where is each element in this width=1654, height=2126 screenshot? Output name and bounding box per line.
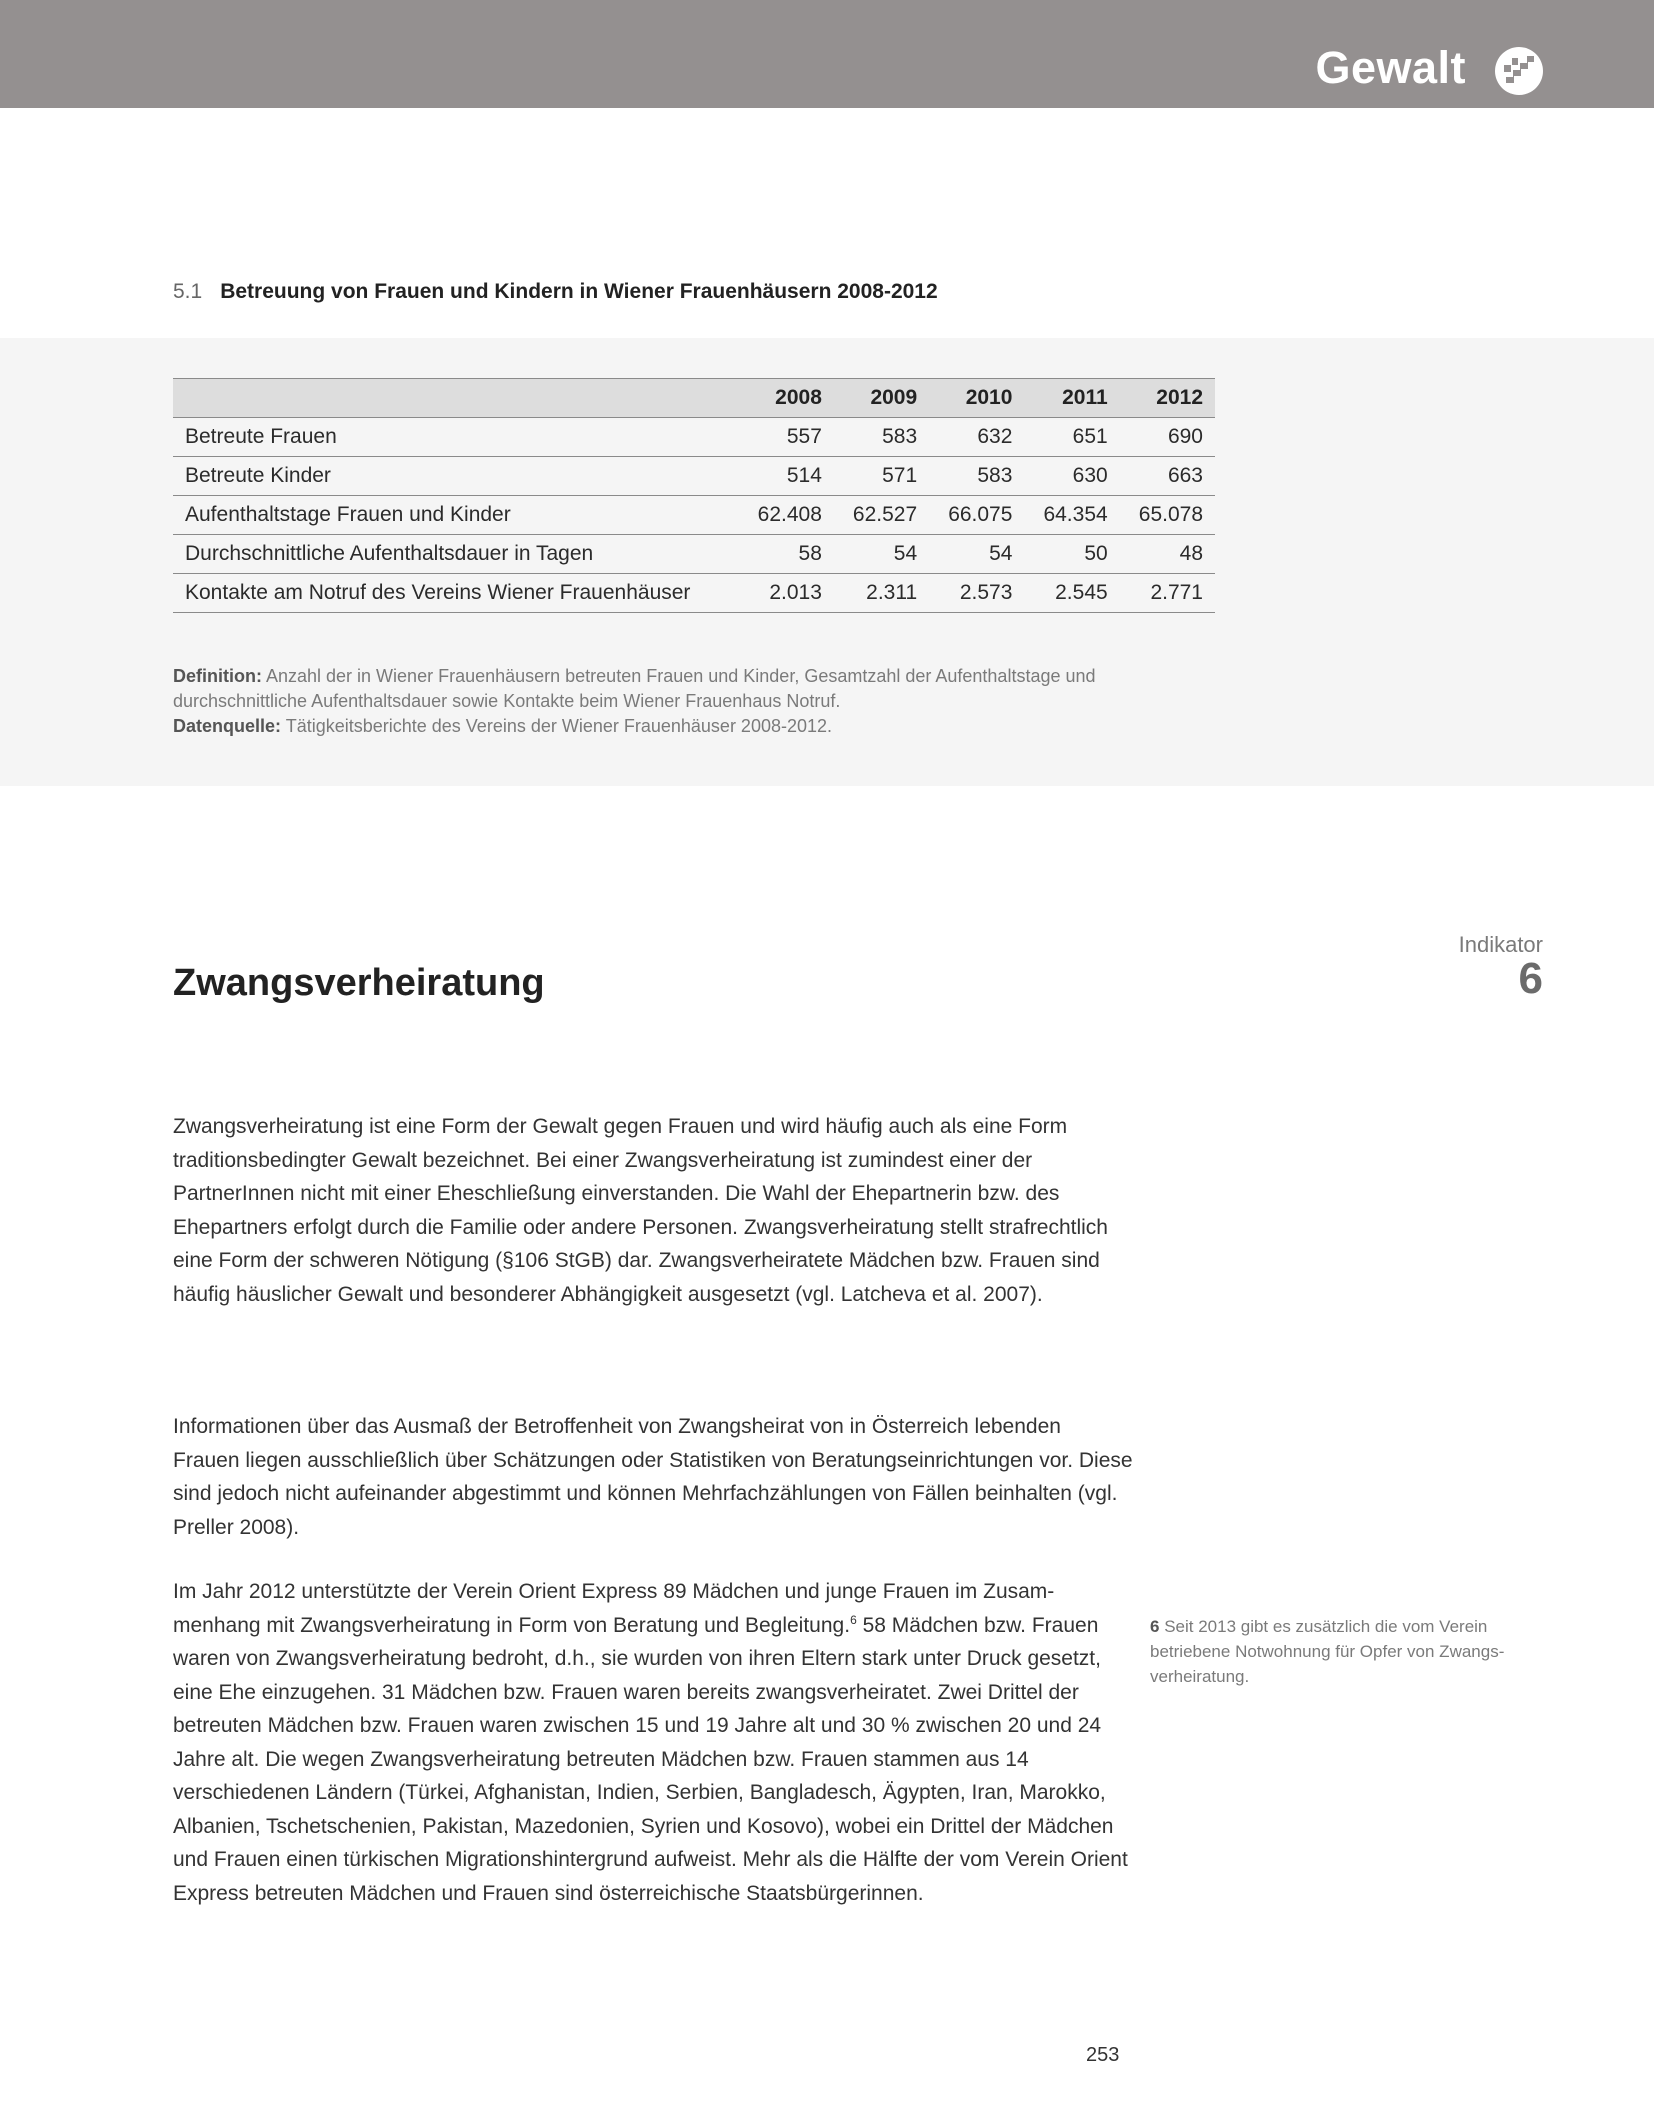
table-cell: 58 [739, 535, 834, 574]
header-title: Gewalt [1315, 42, 1466, 93]
row-label: Durchschnittliche Aufenthaltsdauer in Tagen [173, 535, 739, 574]
footnote [1150, 1614, 1530, 1689]
table-header-label [173, 379, 739, 418]
table-cell: 663 [1120, 457, 1215, 496]
definition-note [173, 664, 1133, 714]
body-paragraph: Zwangsverheiratung ist eine Form der Gewalt gegen Frauen und wird häufig auch als eine Form traditionsbedingter Gewalt bezeichnet. Bei einer Zwangsverheiratung ist zumindest einer der PartnerInnen nicht mit einer Eheschließung einverstanden. Die Wahl der Ehepartnerin bzw. des Ehepartners erfolgt durch die Familie oder andere Personen. Zwangsverheiratung stellt strafrechtlich eine Form der schweren Nötigung (§106 StGB) dar. Zwangsverheiratete Mädchen bzw. Frauen sind häufig häuslicher Gewalt und besonderer Abhängigkeit ausgesetzt (vgl. Latcheva et al. 2007). [173, 1115, 1108, 1306]
table-number: 5.1 [173, 280, 203, 303]
table-cell: 632 [929, 418, 1024, 457]
source-label: Datenquelle: [173, 716, 282, 736]
table-cell: 557 [739, 418, 834, 457]
stairs-logo-icon [1494, 46, 1544, 96]
row-label: Kontakte am Notruf des Vereins Wiener Frauenhäuser [173, 574, 739, 613]
header-bar [0, 0, 1654, 108]
source-note [173, 714, 1133, 739]
table-cell: 65.078 [1120, 496, 1215, 535]
table-cell: 48 [1120, 535, 1215, 574]
table-panel [0, 338, 1654, 786]
section-title: Zwangsverheiratung [173, 962, 545, 1004]
column-header: 2010 [929, 379, 1024, 418]
table-row [173, 418, 1215, 457]
table-cell: 583 [834, 418, 929, 457]
table-notes [173, 664, 1133, 739]
table-cell: 2.013 [739, 574, 834, 613]
table-header-row [173, 379, 1215, 418]
footnote-reference: 6 [850, 1612, 857, 1627]
table-cell: 583 [929, 457, 1024, 496]
row-label: Aufenthaltstage Frauen und Kinder [173, 496, 739, 535]
column-header: 2011 [1024, 379, 1119, 418]
table-row [173, 574, 1215, 613]
column-header: 2012 [1120, 379, 1215, 418]
table-cell: 62.527 [834, 496, 929, 535]
body-paragraph [173, 1575, 1133, 1910]
table-cell: 62.408 [739, 496, 834, 535]
table-row [173, 535, 1215, 574]
table-cell: 2.545 [1024, 574, 1119, 613]
table-cell: 651 [1024, 418, 1119, 457]
table-cell: 64.354 [1024, 496, 1119, 535]
table-title: Betreuung von Frauen und Kindern in Wiener Frauenhäusern 2008-2012 [220, 280, 938, 303]
paragraph-text: 58 Mädchen bzw. Frauen waren von Zwangsverheiratung bedroht, d.h., sie wurden von ihren Eltern stark unter Druck gesetzt, eine Ehe einzugehen. 31 Mädchen bzw. Frauen waren bereits zwangsverheiratet. Zwei Drittel der betreuten Mädchen bzw. Frauen waren zwischen 15 und 19 Jahre alt und 30 % zwischen 20 und 24 Jahre alt. Die wegen Zwangsverheiratung betreuten Mädchen bzw. Frauen stammen aus 14 verschiedenen Ländern (Türkei, Afghanistan, Indien, Serbien, Bangladesch, Ägypten, Iran, Marokko, Albanien, Tschetschenien, Pakistan, Mazedonien, Syrien und Kosovo), wobei ein Drittel der Mädchen und Frauen einen türkischen Migrationshintergrund aufweist. Mehr als die Hälfte der vom Verein Orient Express betreuten Mädchen und Frauen sind österreichische Staatsbürgerinnen. [173, 1613, 1128, 1905]
table-cell: 50 [1024, 535, 1119, 574]
column-header: 2009 [834, 379, 929, 418]
statistics-table [173, 378, 1215, 613]
table-row [173, 496, 1215, 535]
table-cell: 630 [1024, 457, 1119, 496]
indicator-number: 6 [1518, 954, 1543, 1003]
table-cell: 2.573 [929, 574, 1024, 613]
page-number: 253 [1086, 2044, 1120, 2066]
definition-label: Definition: [173, 666, 262, 686]
source-text: Tätigkeitsberichte des Vereins der Wiener Frauenhäuser 2008-2012. [281, 716, 833, 736]
table-cell: 690 [1120, 418, 1215, 457]
table-caption [173, 278, 938, 306]
footnote-number: 6 [1150, 1617, 1160, 1636]
paragraph-text: Im Jahr 2012 unterstützte der Verein Orient Express 89 Mädchen und junge Frauen im Zusammenhang mit Zwangsverheiratung in Form von Beratung und Begleitung. [173, 1580, 1055, 1637]
table-cell: 54 [929, 535, 1024, 574]
table-cell: 66.075 [929, 496, 1024, 535]
table-cell: 514 [739, 457, 834, 496]
row-label: Betreute Frauen [173, 418, 739, 457]
definition-text: Anzahl der in Wiener Frauenhäusern betreuten Frauen und Kinder, Gesamtzahl der Aufenthaltstage und durchschnittliche Aufenthaltsdauer sowie Kontakte beim Wiener Frauenhaus Notruf. [173, 666, 1096, 711]
row-label: Betreute Kinder [173, 457, 739, 496]
indicator-label: Indikator [1458, 932, 1543, 957]
table-cell: 571 [834, 457, 929, 496]
table-cell: 2.311 [834, 574, 929, 613]
table-row [173, 457, 1215, 496]
body-paragraph: Informationen über das Ausmaß der Betroffenheit von Zwangsheirat von in Österreich lebenden Frauen liegen ausschließlich über Schätzungen oder Statistiken von Beratungseinrichtungen vor. Diese sind jedoch nicht aufeinander abgestimmt und können Mehrfachzählungen von Fällen beinhalten (vgl. Preller 2008). [173, 1415, 1133, 1539]
footnote-text: Seit 2013 gibt es zusätzlich die vom Verein betriebene Notwohnung für Opfer von Zwangsverheiratung. [1150, 1617, 1505, 1686]
column-header: 2008 [739, 379, 834, 418]
table-cell: 54 [834, 535, 929, 574]
table-cell: 2.771 [1120, 574, 1215, 613]
